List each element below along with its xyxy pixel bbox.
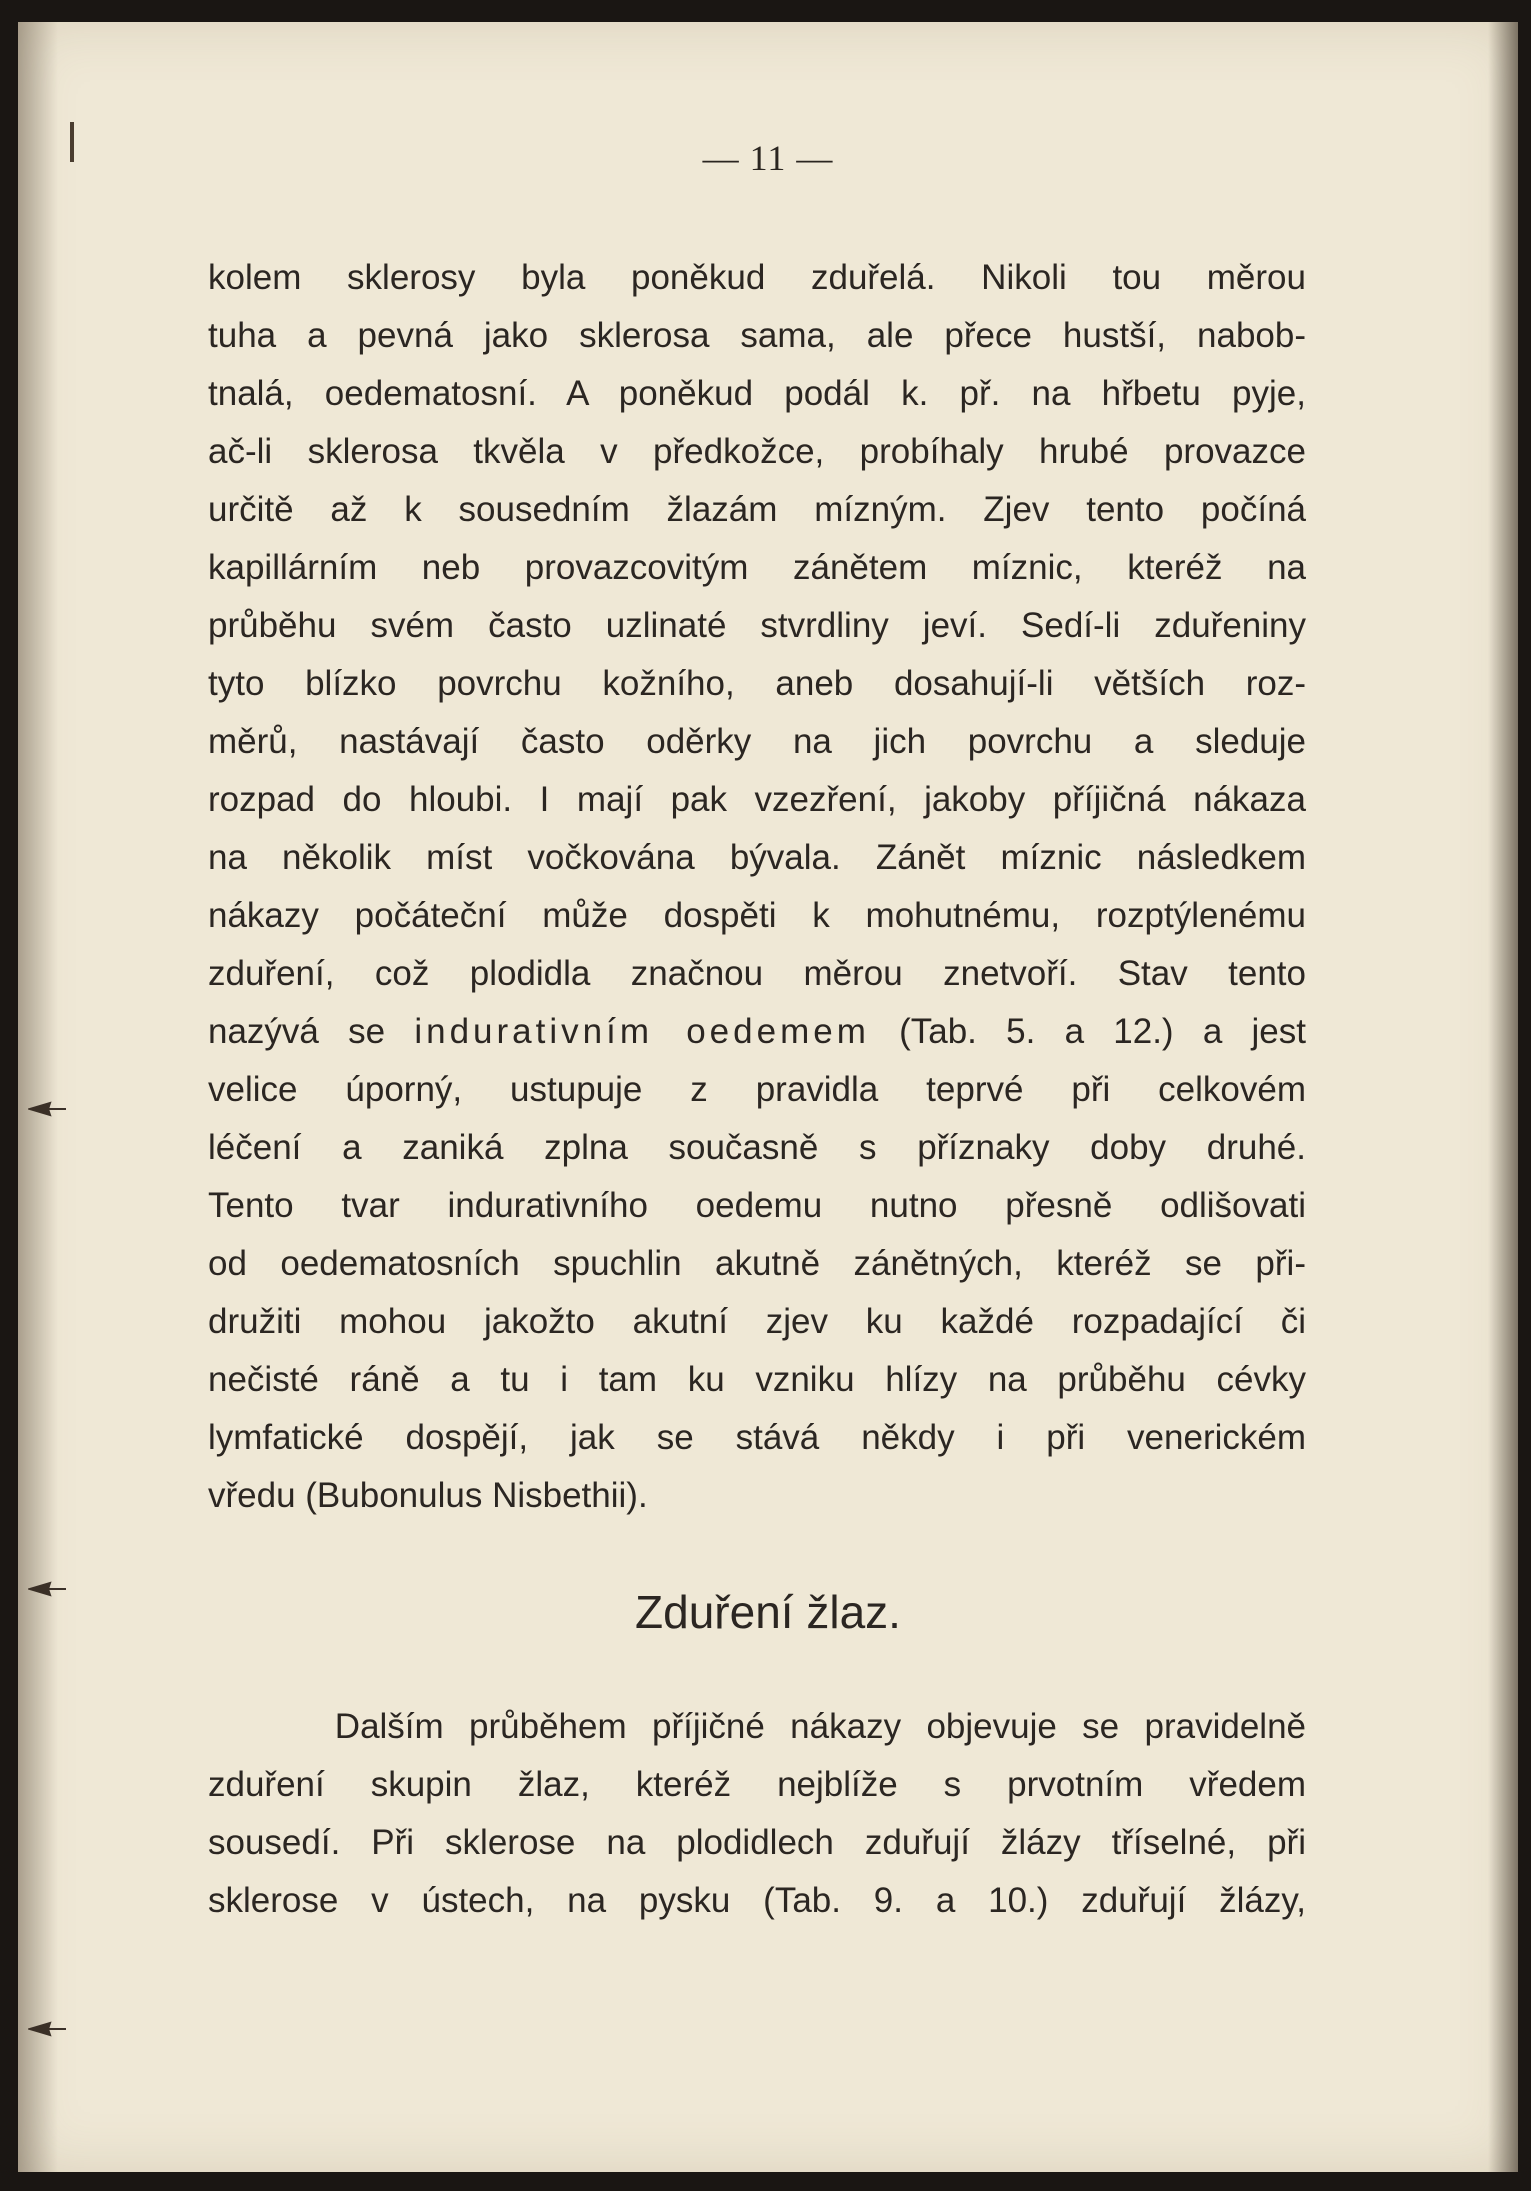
binding-mark: [70, 122, 74, 162]
text-line: nákazy počáteční může dospěti k mohutnému, rozptýlenému: [208, 896, 1306, 935]
text-line: tyto blízko povrchu kožního, aneb dosahují-li větších roz-: [208, 664, 1306, 703]
book-page: [18, 22, 1518, 2172]
page-shadow-left: [18, 22, 58, 2172]
text-line-with-emphasis: [208, 1003, 1306, 1061]
text-fragment: nazývá se: [208, 1012, 415, 1051]
section-heading: Zduření žlaz.: [635, 1586, 901, 1638]
text-line: nečisté ráně a tu i tam ku vzniku hlízy na průběhu cévky: [208, 1360, 1306, 1399]
text-line: sousedí. Při sklerose na plodidlech zduřují žlázy tříselné, při: [208, 1823, 1306, 1862]
text-line: tuha a pevná jako sklerosa sama, ale přece hustší, nabob-: [208, 316, 1306, 355]
text-line: od oedematosních spuchlin akutně zánětných, kteréž se při-: [208, 1244, 1306, 1283]
text-line: zduření skupin žlaz, kteréž nejblíže s prvotním vředem: [208, 1765, 1306, 1804]
text-line: léčení a zaniká zplna současně s příznaky doby druhé.: [208, 1128, 1306, 1167]
text-line: kapillárním neb provazcovitým zánětem míznic, kteréž na: [208, 548, 1306, 587]
text-line: Tento tvar indurativního oedemu nutno přesně odlišovati: [208, 1186, 1306, 1225]
text-line: rozpad do hloubi. I mají pak vzezření, jakoby příjičná nákaza: [208, 780, 1306, 819]
text-line: lymfatické dospějí, jak se stává někdy i při venerickém: [208, 1418, 1306, 1457]
paragraph-gland-swelling: [208, 1698, 1306, 1930]
text-line: na několik míst vočkována bývala. Zánět míznic následkem: [208, 838, 1306, 877]
text-line: sklerose v ústech, na pysku (Tab. 9. a 10.) zduřují žlázy,: [208, 1881, 1306, 1920]
paragraph-syphilis-sclerosis: [208, 249, 1306, 1525]
text-line: Dalším průběhem příjičné nákazy objevuje se pravidelně: [208, 1707, 1306, 1746]
emphasized-term: indurativním oedemem: [414, 1012, 870, 1051]
text-line: měrů, nastávají často oděrky na jich povrchu a sleduje: [208, 722, 1306, 761]
text-line: vředu (Bubonulus Nisbethii).: [208, 1476, 648, 1515]
text-line: průběhu svém často uzlinaté stvrdliny jeví. Sedí-li zduřeniny: [208, 606, 1306, 645]
page-shadow-right: [1488, 22, 1518, 2172]
text-line: ač-li sklerosa tkvěla v předkožce, probíhaly hrubé provazce: [208, 432, 1306, 471]
text-line: určitě až k sousedním žlazám mízným. Zjev tento počíná: [208, 490, 1306, 529]
text-line: kolem sklerosy byla poněkud zduřelá. Nikoli tou měrou: [208, 258, 1306, 297]
page-number: — 11 —: [702, 138, 834, 178]
text-line: tnalá, oedematosní. A poněkud podál k. př. na hřbetu pyje,: [208, 374, 1306, 413]
text-line: zduření, což plodidla značnou měrou znetvoří. Stav tento: [208, 954, 1306, 993]
text-line: velice úporný, ustupuje z pravidla teprvé při celkovém: [208, 1070, 1306, 1109]
text-fragment: (Tab. 5. a 12.) a jest: [869, 1012, 1306, 1051]
text-line: družiti mohou jakožto akutní zjev ku každé rozpadající či: [208, 1302, 1306, 1341]
